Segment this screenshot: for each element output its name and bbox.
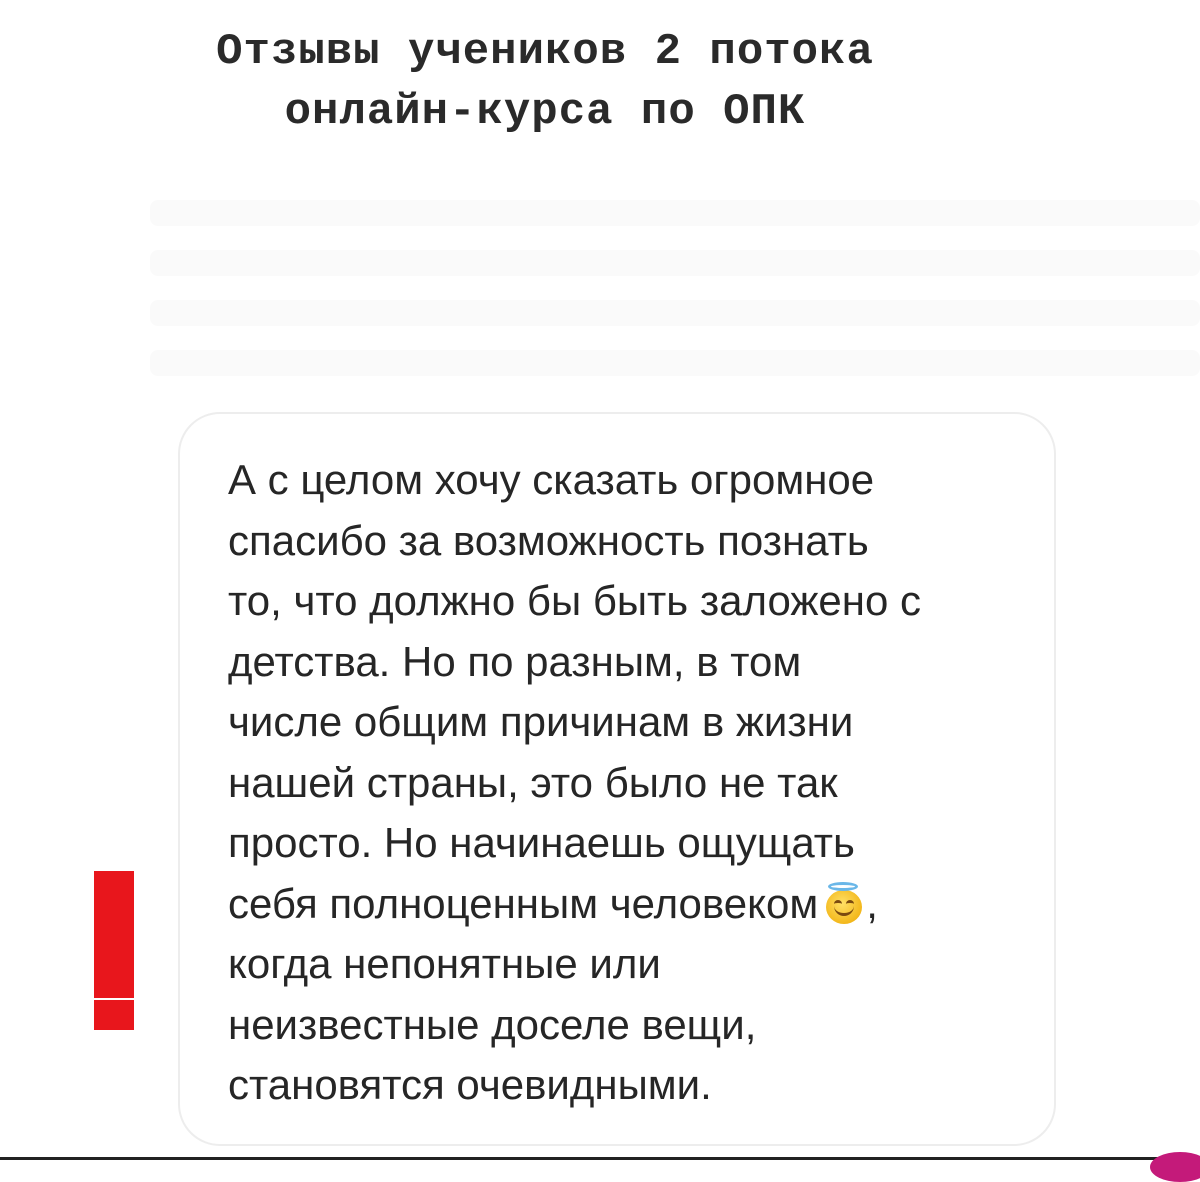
message-line: А с целом хочу сказать огромное xyxy=(228,456,875,503)
message-line: детства. Но по разным, в том xyxy=(228,637,802,685)
title-line-2: онлайн-курса по ОПК xyxy=(284,87,806,137)
corner-accent xyxy=(1150,1152,1200,1182)
blurred-area xyxy=(150,300,1200,326)
exclamation-dot xyxy=(94,1000,134,1030)
message-line: становятся очевидными. xyxy=(228,1061,712,1108)
message-line-text: себя полноценным человеком xyxy=(228,879,819,927)
message-line-suffix: , xyxy=(866,879,878,927)
message-line: нашей страны, это было не так xyxy=(228,758,838,806)
message-line: просто. Но начинаешь ощущать xyxy=(228,819,855,866)
page-title xyxy=(0,22,1090,142)
message-line: неизвестные доселе вещи, xyxy=(228,1000,757,1048)
bottom-divider xyxy=(0,1157,1200,1160)
blurred-area xyxy=(150,200,1200,226)
exclamation-bar xyxy=(94,871,134,998)
blurred-area xyxy=(150,250,1200,276)
message-text xyxy=(228,450,1028,1116)
message-bubble xyxy=(178,412,1056,1146)
message-line: то, что должно бы быть заложено с xyxy=(228,577,921,624)
blurred-area xyxy=(150,350,1200,376)
message-line: спасибо за возможность познать xyxy=(228,516,869,564)
message-line: числе общим причинам в жизни xyxy=(228,698,854,745)
message-line: когда непонятные или xyxy=(228,940,661,987)
smiling-face-with-halo-icon xyxy=(824,884,864,924)
message-line-with-emoji xyxy=(228,874,1028,935)
title-line-1: Отзывы учеников 2 потока xyxy=(216,27,874,77)
